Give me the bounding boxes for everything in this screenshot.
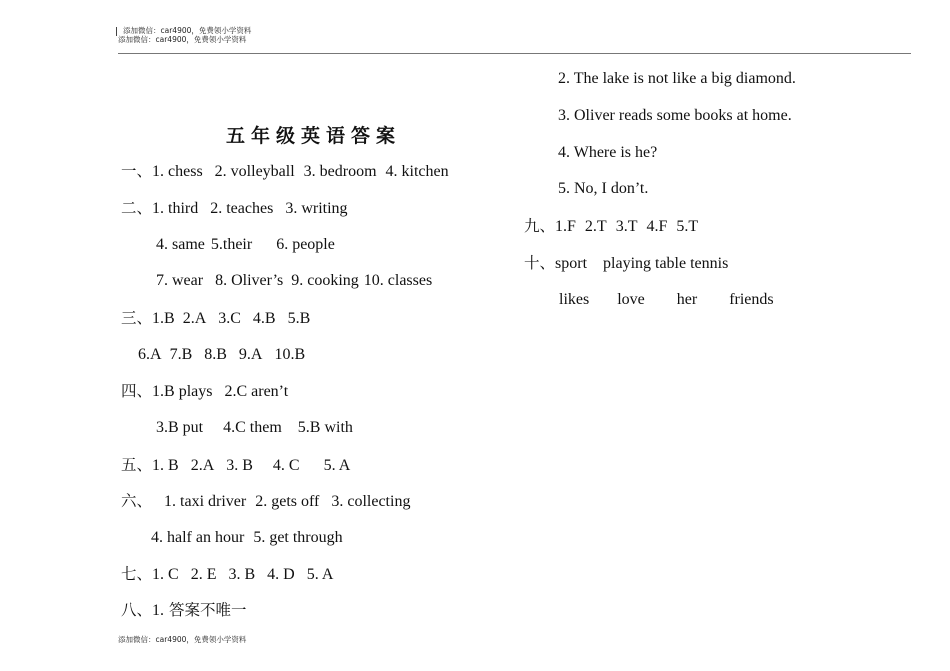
section-1-label: 一、 (121, 162, 153, 180)
answer-number: 1. (152, 602, 165, 619)
answer: 1. taxi driver (164, 493, 247, 510)
answer: 答案不唯一 (169, 601, 247, 619)
section-8-answer-4: 4. Where is he? (558, 144, 658, 161)
answer: 9.A (238, 346, 263, 363)
answer: 3.B put (156, 419, 204, 436)
section-4-row-1 (121, 381, 288, 402)
header-mark (116, 27, 117, 36)
answer: 10.B (274, 346, 306, 363)
answer: 8.B (204, 346, 227, 363)
header-rule (118, 53, 911, 54)
section-10-row-2 (559, 290, 774, 310)
section-8 (121, 600, 247, 621)
answer: 1. B (152, 457, 179, 474)
section-7-label: 七、 (121, 565, 153, 583)
answer: love (617, 291, 645, 308)
section-8-answer-5: 5. No, I don’t. (558, 180, 649, 197)
answer: 2.C aren’t (224, 383, 289, 400)
section-5 (121, 455, 350, 476)
answer: 8. Oliver’s (215, 272, 284, 289)
answer: 5.B (287, 310, 311, 327)
section-6-row-1 (121, 491, 410, 512)
answer: 2.A (182, 310, 207, 327)
section-8-label: 八、 (121, 601, 153, 619)
answer: 5.T (676, 218, 699, 235)
answer: 5.B with (297, 419, 353, 436)
answer: 2. volleyball (214, 163, 295, 180)
answer: 5. A (323, 457, 351, 474)
answer: 7. wear (156, 272, 204, 289)
section-8-answer-2: 2. The lake is not like a big diamond. (558, 70, 796, 87)
answer: 6. people (276, 236, 335, 253)
answer: 10. classes (363, 272, 433, 289)
section-5-label: 五、 (121, 456, 153, 474)
answer: 2.T (584, 218, 607, 235)
section-6-label: 六、 (121, 492, 153, 510)
answer: likes (559, 291, 590, 308)
answer: 1.F (555, 218, 576, 235)
answer: her (676, 291, 698, 308)
page-title: 五年级英语答案 (226, 125, 402, 147)
section-2-row-2 (156, 235, 335, 255)
answer: 5. A (306, 566, 334, 583)
answer: 1. third (152, 200, 199, 217)
section-4-row-2 (156, 418, 353, 438)
answer: 4. C (272, 457, 300, 474)
section-2-row-1 (121, 198, 348, 219)
section-3-row-1 (121, 308, 310, 329)
section-8-answer-3: 3. Oliver reads some books at home. (558, 107, 792, 124)
answer: 1.B plays (152, 383, 213, 400)
answer: 4. half an hour (151, 529, 245, 546)
answer: 3. B (226, 457, 253, 474)
section-9 (524, 216, 698, 237)
section-7 (121, 564, 333, 585)
answer: 3.T (615, 218, 638, 235)
header-line-2: 添加微信：car4900，免费领小学资料 (118, 35, 247, 44)
answer: 4. D (267, 566, 295, 583)
answer: 4. same (156, 236, 205, 253)
header-line-1: 添加微信：car4900，免费领小学资料 (123, 26, 252, 35)
answer: 7.B (169, 346, 193, 363)
section-6-row-2 (151, 528, 343, 548)
answer: 4. kitchen (385, 163, 449, 180)
answer: friends (729, 291, 774, 308)
answer: 3. B (228, 566, 256, 583)
answer: 9. cooking (291, 272, 359, 289)
answer: 1. chess (152, 163, 203, 180)
answer: 4.F (646, 218, 668, 235)
section-2-row-3 (156, 271, 432, 291)
answer: 6.A (138, 346, 162, 363)
section-3-label: 三、 (121, 309, 153, 327)
answer: 2. E (190, 566, 217, 583)
section-9-label: 九、 (524, 217, 556, 235)
answer: 1. C (152, 566, 179, 583)
answer: 4.C them (223, 419, 282, 436)
answer: 3. writing (285, 200, 348, 217)
answer: 2. teaches (210, 200, 274, 217)
answer: playing table tennis (603, 255, 729, 272)
answer: 5. get through (253, 529, 343, 546)
answer: 5.their (210, 236, 253, 253)
section-3-row-2 (138, 345, 305, 365)
section-10-row-1 (524, 253, 728, 274)
answer: 3.C (218, 310, 241, 327)
section-2-label: 二、 (121, 199, 153, 217)
answer: 2. gets off (255, 493, 320, 510)
section-1 (121, 161, 449, 182)
answer: 3. collecting (331, 493, 411, 510)
answer: sport (555, 255, 588, 272)
footer-note: 添加微信：car4900，免费领小学资料 (118, 635, 247, 644)
answer: 4.B (252, 310, 276, 327)
section-4-label: 四、 (121, 382, 153, 400)
section-10-label: 十、 (524, 254, 556, 272)
answer: 1.B (152, 310, 175, 327)
answer: 2.A (190, 457, 215, 474)
answer: 3. bedroom (303, 163, 377, 180)
